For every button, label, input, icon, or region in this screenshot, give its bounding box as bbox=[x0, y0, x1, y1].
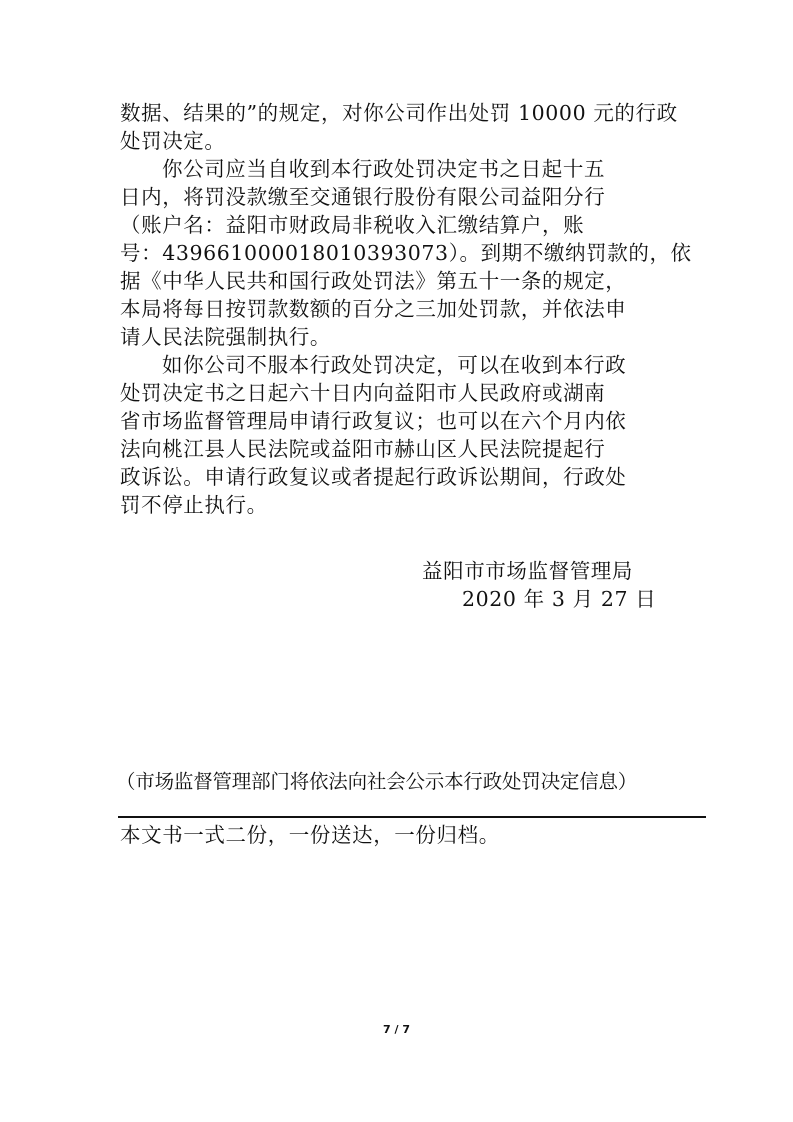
body-line-15: 罚不停止执行。 bbox=[120, 493, 268, 517]
body-line-10: 如你公司不服本行政处罚决定，可以在收到本行政 bbox=[162, 353, 627, 377]
body-line-13: 法向桃江县人民法院或益阳市赫山区人民法院提起行 bbox=[120, 437, 606, 461]
body-line-7: 据《中华人民共和国行政处罚法》第五十一条的规定， bbox=[120, 269, 627, 293]
signature-date: 2020 年 3 月 27 日 bbox=[462, 587, 657, 611]
body-line-6: 号：439661000018010393073）。到期不缴纳罚款的，依 bbox=[120, 241, 692, 265]
body-line-14: 政诉讼。申请行政复议或者提起行政诉讼期间，行政处 bbox=[120, 465, 627, 489]
body-line-2: 处罚决定。 bbox=[120, 129, 226, 153]
body-line-4: 日内，将罚没款缴至交通银行股份有限公司益阳分行 bbox=[120, 185, 606, 209]
body-line-12: 省市场监督管理局申请行政复议；也可以在六个月内依 bbox=[120, 409, 627, 433]
signature-authority: 益阳市市场监督管理局 bbox=[422, 559, 633, 583]
body-line-9: 请人民法院强制执行。 bbox=[120, 325, 331, 349]
divider-line bbox=[118, 816, 706, 818]
body-line-3: 你公司应当自收到本行政处罚决定书之日起十五 bbox=[162, 157, 606, 181]
body-line-8: 本局将每日按罚款数额的百分之三加处罚款，并依法申 bbox=[120, 297, 627, 321]
body-line-11: 处罚决定书之日起六十日内向益阳市人民政府或湖南 bbox=[120, 381, 606, 405]
copies-note: 本文书一式二份，一份送达，一份归档。 bbox=[120, 823, 500, 847]
page-number: 7 / 7 bbox=[383, 1023, 410, 1036]
body-line-1: 数据、结果的”的规定，对你公司作出处罚 10000 元的行政 bbox=[120, 101, 678, 125]
publicity-notice: （市场监督管理部门将依法向社会公示本行政处罚决定信息） bbox=[116, 770, 638, 793]
body-line-5: （账户名：益阳市财政局非税收入汇缴结算户，账 bbox=[120, 213, 585, 237]
